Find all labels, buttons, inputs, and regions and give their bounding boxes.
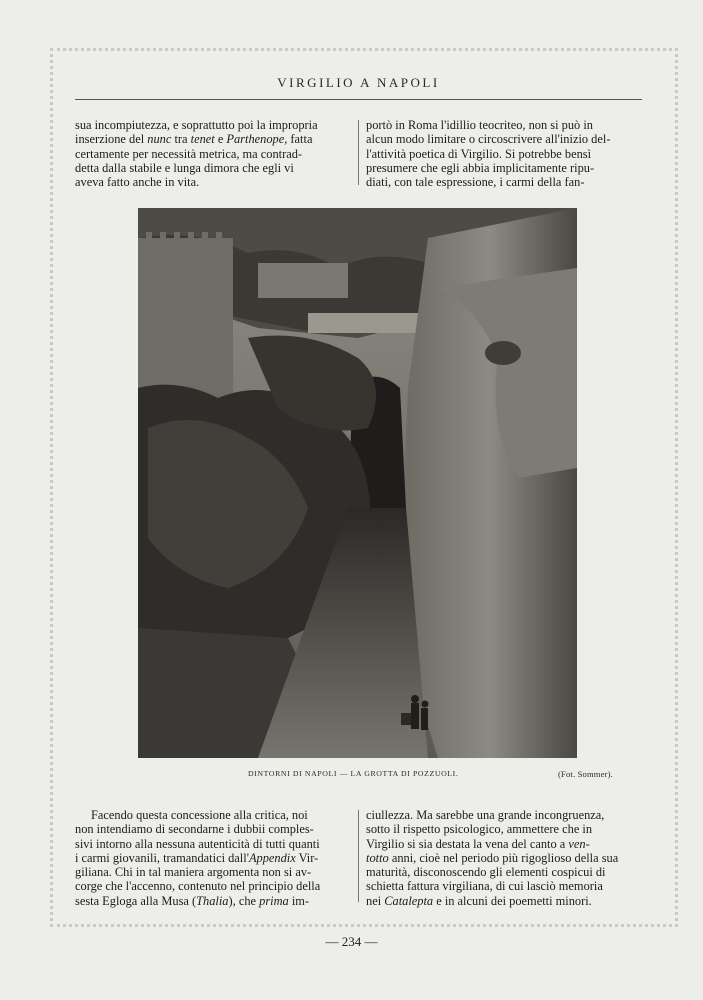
text-line: sesta Egloga alla Musa (Thalia), che prima im- [75,893,310,908]
text-line: sua incompiutezza, e soprattutto poi la impropria [75,118,318,132]
text-line: aveva fatto anche in vita. [75,175,200,190]
text-line: diati, con tale espressione, i carmi della fan- [366,175,585,190]
photo-illustration [138,208,577,758]
text-line: Facendo questa concessione alla critica, noi [91,808,308,822]
top-right-column [366,118,643,189]
text-line: giliana. Chi in tal maniera argomenta non si av- [75,865,312,880]
text-line: presumere che egli abbia implicitamente ripu- [366,160,595,175]
top-left-column [75,118,351,189]
text-line: portò in Roma l'idillio teocriteo, non si può in [366,118,593,132]
running-head: VIRGILIO A NAPOLI [277,75,440,90]
text-line: ciullezza. Ma sarebbe una grande incongruenza, [366,808,605,822]
photograph-grotta-di-pozzuoli [138,208,577,758]
photo-credit: (Fot. Sommer). [558,769,613,779]
text-line: schietta fattura virgiliana, di cui lasciò memoria [366,879,603,894]
text-line: maturità, disconoscendo gli elementi cospicui di [366,865,606,880]
text-line: sotto il rispetto psicologico, ammettere che in [366,822,593,837]
page-number: — 234 — [325,934,378,949]
text-line: detta dalla stabile e lunga dimora che egli vi [75,160,294,175]
text-line: Virgilio si sia destata la vena del canto a ven- [366,836,590,851]
text-line: totto anni, cioè nel periodo più rigoglioso della sua [366,850,619,865]
text-line: corge che l'accenno, contenuto nel principio della [75,879,321,894]
text-line: inserzione del nunc tra tenet e Parthenope, fatta [75,132,313,147]
text-line: i carmi giovanili, tramandatici dall'Appendix Vir- [75,850,319,865]
text-line: sivi intorno alla nessuna autenticità di tutti quanti [75,836,320,851]
bottom-left-column [75,808,351,908]
text-line: alcun modo limitare o circoscrivere all'inizio del- [366,132,611,147]
text-line: l'attività poetica di Virgilio. Si potrebbe bensì [366,146,592,161]
bottom-right-column [366,808,644,908]
text-line: certamente per necessità metrica, ma contrad- [75,146,303,161]
text-line: non intendiamo di secondarne i dubbii comples- [75,822,314,837]
figure-caption: DINTORNI DI NAPOLI — LA GROTTA DI POZZUOLI. [248,769,459,778]
column-divider [358,120,359,185]
text-line: nei Catalepta e in alcuni dei poemetti minori. [366,893,592,908]
header-rule [75,99,642,100]
column-divider [358,810,359,902]
